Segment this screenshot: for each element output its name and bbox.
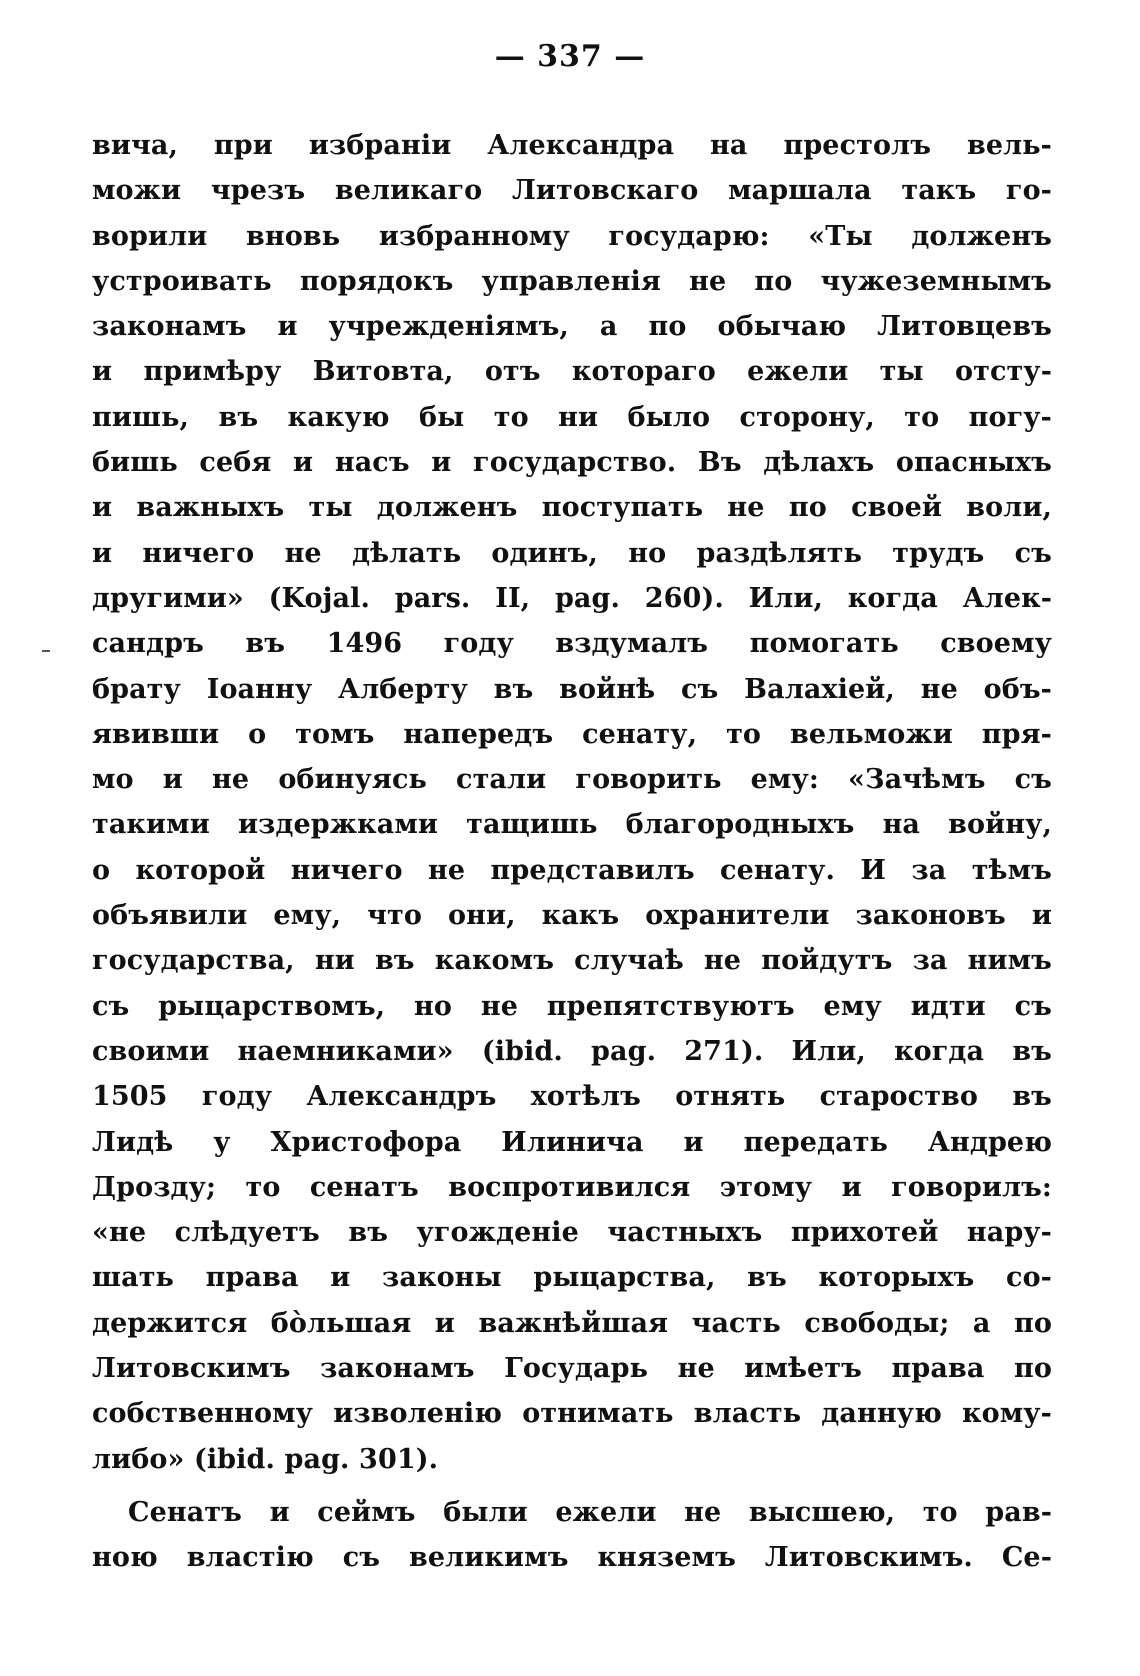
text-line: пишь, въ какую бы то ни было сторону, то погу- [92, 401, 1052, 433]
text-line: и ничего не дѣлать одинъ, но раздѣлять трудъ съ [92, 537, 1052, 569]
text-line: ною властію съ великимъ княземъ Литовскимъ. Се- [92, 1542, 1052, 1574]
text-line: о которой ничего не представилъ сенату. И за тѣмъ [92, 854, 1052, 886]
text-line: Лидѣ у Христофора Илинича и передать Андрею [92, 1126, 1052, 1158]
text-line: 1505 году Александръ хотѣлъ отнять староство въ [92, 1081, 1052, 1113]
text-line: государства, ни въ какомъ случаѣ не пойдутъ за нимъ [92, 945, 1052, 977]
text-line: явивши о томъ напередъ сенату, то вельможи пря- [92, 718, 1052, 750]
text-line: такими издержками тащишь благородныхъ на войну, [92, 809, 1052, 841]
text-line: Дрозду; то сенатъ воспротивился этому и говорилъ: [92, 1171, 1052, 1203]
text-line: шать права и законы рыцарства, въ которыхъ со- [92, 1262, 1052, 1294]
text-line: законамъ и учрежденіямъ, а по обычаю Литовцевъ [92, 311, 1052, 343]
text-line: и важныхъ ты долженъ поступать не по своей воли, [92, 492, 1052, 524]
text-line: держится бо̀льшая и важнѣйшая часть свободы; а по [92, 1307, 1052, 1339]
page-text [92, 123, 1052, 1581]
text-line: и примѣру Витовта, отъ котораго ежели ты отсту- [92, 356, 1052, 388]
text-line: брату Іоанну Алберту въ войнѣ съ Валахіей, не объ- [92, 673, 1052, 705]
text-line: ворили вновь избранному государю: «Ты долженъ [92, 220, 1052, 252]
text-line: либо» (ibid. pag. 301). [92, 1443, 439, 1475]
text-line: другими» (Kojal. pars. II, pag. 260). Или, когда Алек- [92, 582, 1052, 614]
page-number: — 337 — [494, 39, 646, 74]
text-line: съ рыцарствомъ, но не препятствуютъ ему идти съ [92, 990, 1052, 1022]
text-line: мо и не обинуясь стали говорить ему: «Зачѣмъ съ [92, 764, 1052, 796]
text-line: устроивать порядокъ управленія не по чужеземнымъ [92, 265, 1052, 297]
text-line: собственному изволенію отнимать власть данную кому- [92, 1398, 1052, 1430]
text-line: Сенатъ и сеймъ были ежели не высшею, то рав- [128, 1496, 1052, 1528]
margin-mark [42, 650, 50, 652]
text-line: Литовскимъ законамъ Государь не имѣетъ права по [92, 1353, 1052, 1385]
text-line: объявили ему, что они, какъ охранители законовъ и [92, 900, 1052, 932]
text-line: сандръ въ 1496 году вздумалъ помогать своему [92, 628, 1052, 660]
text-line: своими наемниками» (ibid. pag. 271). Или, когда въ [92, 1035, 1052, 1067]
text-line: «не слѣдуетъ въ угожденіе частныхъ прихотей нару- [92, 1217, 1052, 1249]
text-line: можи чрезъ великаго Литовскаго маршала такъ го- [92, 175, 1052, 207]
paragraph-gap [92, 1482, 1052, 1490]
text-line: вича, при избраніи Александра на престолъ вель- [92, 130, 1052, 161]
text-line: бишь себя и насъ и государство. Въ дѣлахъ опасныхъ [92, 447, 1052, 479]
